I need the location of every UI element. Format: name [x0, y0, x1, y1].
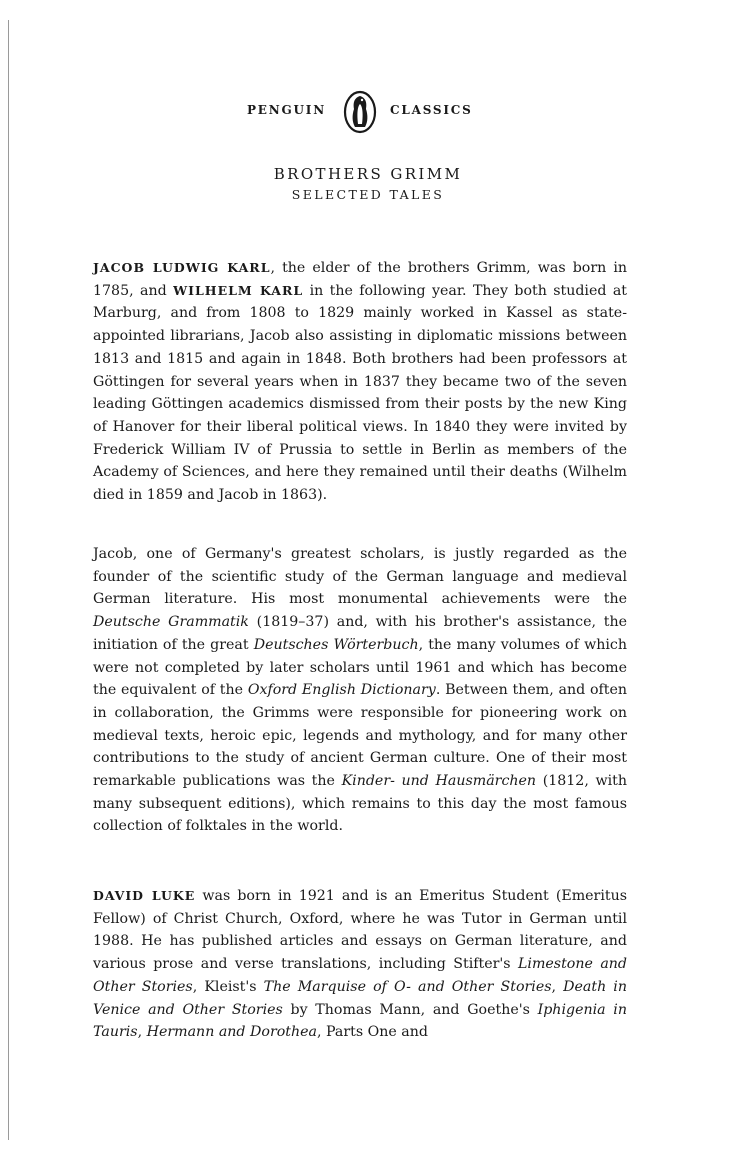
- bio-text: , the elder of the brothers Grimm, was born in 1785, and: [93, 260, 628, 299]
- penguin-logo-icon: [343, 90, 377, 134]
- bio-text: ,: [137, 1024, 147, 1041]
- bio-text: . Between them, and often in collaboration, the Grimms were responsible for pioneering work on medieval texts, heroic epic, legends and mythology, and for many other contributions to the study of ancient German culture. One of their most remarkable publications was the: [93, 682, 627, 790]
- book-reference: Hermann and Dorothea: [146, 1024, 317, 1041]
- book-reference: The Marquise of O- and Other Stories: [263, 978, 552, 995]
- bio-text: was born in 1921 and is an Emeritus Student (Emeritus Fellow) of Christ Church, Oxford, where he was Tutor in German until 1988. He has published articles and essays on German literature, and various prose and verse translations, including Stifter's: [93, 888, 627, 973]
- brand-penguin: PENGUIN: [246, 103, 326, 117]
- bio-text: (1812, with many subsequent editions), which remains to this day the most famous collection of folktales in the world.: [93, 773, 627, 835]
- bio-text: ,: [551, 978, 564, 995]
- brand-classics: CLASSICS: [390, 103, 473, 117]
- book-reference: Deutsche Grammatik: [93, 614, 249, 631]
- book-reference: Iphigenia in Tauris: [93, 1001, 627, 1041]
- bio-text: by Thomas Mann, and Goethe's: [282, 1001, 538, 1018]
- book-subtitle: SELECTED TALES: [291, 187, 445, 202]
- bio-text: in the following year. They both studied at Marburg, and from 1808 to 1829 mainly worked in Kassel as state-appointed librarians, Jacob also assisting in diplomatic missions between 1813 and 1815 and again in 1848. Both brothers had been professors at Göttingen for several years when in 1837 they became two of the seven leading Göttingen academics dismissed from their posts by the new King of Hanover for their liberal political views. In 1840 they were invited by Frederick William IV of Prussia to settle in Berlin as members of the Academy of Sciences, and here they remained until their deaths (Wilhelm died in 1859 and Jacob in 1863).: [93, 282, 627, 504]
- publisher-header: [0, 88, 736, 134]
- bio-text: , Parts One and: [316, 1024, 428, 1041]
- book-reference: Oxford English Dictionary: [247, 682, 436, 699]
- book-reference: Deutsches Wörterbuch: [253, 636, 419, 653]
- name-jacob: JACOB LUDWIG KARL: [93, 260, 271, 275]
- name-david-luke: DAVID LUKE: [93, 888, 196, 903]
- bio-text: , the many volumes of which were not completed by later scholars until 1961 and which has become the equivalent of the: [93, 636, 627, 699]
- bio-text: , Kleist's: [192, 978, 264, 995]
- book-title: BROTHERS GRIMM: [273, 165, 463, 183]
- bio-jacob-scholarship: [93, 543, 627, 838]
- book-reference: Kinder- und Hausmärchen: [341, 773, 537, 790]
- bio-text: (1819–37) and, with his brother's assistance, the initiation of the great: [93, 614, 627, 653]
- bio-david-luke: [93, 885, 627, 1044]
- book-reference: Death in Venice and Other Stories: [93, 978, 627, 1018]
- bio-grimm-brothers: [93, 257, 627, 507]
- bio-text: Jacob, one of Germany's greatest scholars, is justly regarded as the founder of the scientific study of the German language and medieval German literature. His most monumental achievements were the: [93, 546, 627, 608]
- name-wilhelm: WILHELM KARL: [173, 282, 304, 298]
- book-reference: Limestone and Other Stories: [93, 956, 627, 995]
